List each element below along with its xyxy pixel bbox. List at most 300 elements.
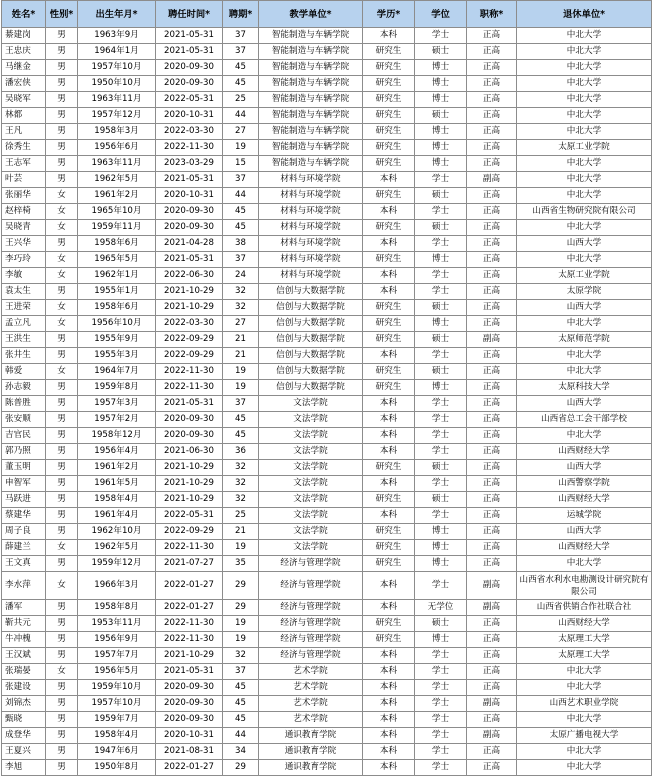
teaching-unit-cell: 信创与大数据学院 [259, 300, 363, 316]
gender-cell: 男 [46, 284, 78, 300]
birth-date-cell: 1959年11月 [78, 220, 156, 236]
gender-cell: 女 [46, 252, 78, 268]
education-cell: 研究生 [363, 332, 415, 348]
teaching-unit-cell: 智能制造与车辆学院 [259, 44, 363, 60]
birth-date-cell: 1962年5月 [78, 540, 156, 556]
birth-date-cell: 1957年12月 [78, 108, 156, 124]
table-row [2, 268, 652, 284]
name-cell: 孟立凡 [2, 316, 46, 332]
name-cell: 王洪生 [2, 332, 46, 348]
table-row [2, 236, 652, 252]
title-cell: 正高 [467, 140, 517, 156]
degree-cell: 学士 [415, 236, 467, 252]
degree-cell: 学士 [415, 572, 467, 600]
term-cell: 45 [223, 412, 259, 428]
degree-cell: 硕士 [415, 492, 467, 508]
name-cell: 林都 [2, 108, 46, 124]
term-cell: 29 [223, 600, 259, 616]
gender-cell: 男 [46, 508, 78, 524]
name-cell: 吉官民 [2, 428, 46, 444]
title-cell: 正高 [467, 556, 517, 572]
name-cell: 马跃进 [2, 492, 46, 508]
education-cell: 研究生 [363, 616, 415, 632]
teaching-unit-cell: 智能制造与车辆学院 [259, 28, 363, 44]
retired-from-cell: 山西省生物研究院有限公司 [517, 204, 652, 220]
gender-cell: 女 [46, 364, 78, 380]
birth-date-cell: 1958年8月 [78, 600, 156, 616]
education-cell: 本科 [363, 476, 415, 492]
title-cell: 副高 [467, 332, 517, 348]
birth-date-cell: 1962年1月 [78, 268, 156, 284]
table-body [2, 28, 652, 776]
education-cell: 本科 [363, 204, 415, 220]
term-cell: 19 [223, 540, 259, 556]
name-cell: 李巧玲 [2, 252, 46, 268]
education-cell: 本科 [363, 728, 415, 744]
term-cell: 27 [223, 316, 259, 332]
name-cell: 王文真 [2, 556, 46, 572]
name-cell: 李敏 [2, 268, 46, 284]
appointment-date-cell: 2020-10-31 [156, 188, 223, 204]
term-cell: 21 [223, 332, 259, 348]
title-cell: 正高 [467, 44, 517, 60]
title-cell: 正高 [467, 108, 517, 124]
gender-cell: 男 [46, 380, 78, 396]
birth-date-cell: 1962年10月 [78, 524, 156, 540]
gender-cell: 男 [46, 92, 78, 108]
degree-cell: 学士 [415, 284, 467, 300]
teaching-unit-cell: 材料与环境学院 [259, 188, 363, 204]
term-cell: 29 [223, 760, 259, 776]
title-cell: 正高 [467, 220, 517, 236]
teaching-unit-cell: 智能制造与车辆学院 [259, 156, 363, 172]
degree-cell: 博士 [415, 124, 467, 140]
gender-cell: 男 [46, 76, 78, 92]
appointment-date-cell: 2021-10-29 [156, 476, 223, 492]
birth-date-cell: 1950年8月 [78, 760, 156, 776]
title-cell: 正高 [467, 712, 517, 728]
education-cell: 研究生 [363, 156, 415, 172]
title-cell: 正高 [467, 508, 517, 524]
table-row [2, 332, 652, 348]
gender-cell: 女 [46, 540, 78, 556]
gender-cell: 女 [46, 300, 78, 316]
term-cell: 37 [223, 44, 259, 60]
retired-from-cell: 中北大学 [517, 364, 652, 380]
term-cell: 15 [223, 156, 259, 172]
birth-date-cell: 1959年8月 [78, 380, 156, 396]
education-cell: 本科 [363, 712, 415, 728]
gender-cell: 男 [46, 492, 78, 508]
degree-cell: 学士 [415, 696, 467, 712]
birth-date-cell: 1959年7月 [78, 712, 156, 728]
education-cell: 本科 [363, 664, 415, 680]
appointment-date-cell: 2020-09-30 [156, 412, 223, 428]
title-cell: 正高 [467, 444, 517, 460]
term-cell: 44 [223, 188, 259, 204]
teaching-unit-cell: 文法学院 [259, 508, 363, 524]
table-row [2, 28, 652, 44]
teaching-unit-cell: 文法学院 [259, 540, 363, 556]
name-cell: 吴晓青 [2, 220, 46, 236]
title-cell: 正高 [467, 284, 517, 300]
teaching-unit-cell: 艺术学院 [259, 712, 363, 728]
appointment-date-cell: 2021-05-31 [156, 44, 223, 60]
birth-date-cell: 1961年4月 [78, 508, 156, 524]
name-cell: 薛建兰 [2, 540, 46, 556]
retired-from-cell: 运城学院 [517, 508, 652, 524]
birth-date-cell: 1953年11月 [78, 616, 156, 632]
table-row [2, 680, 652, 696]
term-cell: 19 [223, 380, 259, 396]
birth-date-cell: 1958年4月 [78, 728, 156, 744]
retired-from-cell: 中北大学 [517, 712, 652, 728]
title-header: 职称* [467, 1, 517, 28]
education-cell: 本科 [363, 236, 415, 252]
appointment-date-cell: 2021-10-29 [156, 300, 223, 316]
table-row [2, 220, 652, 236]
teaching-unit-cell: 文法学院 [259, 396, 363, 412]
gender-cell: 男 [46, 348, 78, 364]
appointment-date-cell: 2022-03-30 [156, 316, 223, 332]
gender-cell: 男 [46, 140, 78, 156]
appointment-date-cell: 2022-11-30 [156, 380, 223, 396]
term-cell: 32 [223, 492, 259, 508]
table-row [2, 556, 652, 572]
retired-from-cell: 山西大学 [517, 524, 652, 540]
teaching-unit-cell: 通识教育学院 [259, 744, 363, 760]
table-row [2, 380, 652, 396]
gender-cell: 男 [46, 332, 78, 348]
education-cell: 研究生 [363, 220, 415, 236]
degree-cell: 学士 [415, 428, 467, 444]
education-cell: 研究生 [363, 364, 415, 380]
appointment-date-header: 聘任时间* [156, 1, 223, 28]
birth-date-cell: 1965年5月 [78, 252, 156, 268]
degree-cell: 博士 [415, 252, 467, 268]
appointment-date-cell: 2020-10-31 [156, 728, 223, 744]
name-cell: 綦建岗 [2, 28, 46, 44]
teaching-unit-cell: 信创与大数据学院 [259, 380, 363, 396]
retired-from-cell: 山西大学 [517, 396, 652, 412]
name-cell: 郭乃照 [2, 444, 46, 460]
gender-cell: 男 [46, 600, 78, 616]
term-cell: 38 [223, 236, 259, 252]
degree-cell: 硕士 [415, 300, 467, 316]
table-row [2, 476, 652, 492]
teaching-unit-cell: 信创与大数据学院 [259, 284, 363, 300]
table-row [2, 600, 652, 616]
education-cell: 研究生 [363, 108, 415, 124]
name-cell: 张瑞晏 [2, 664, 46, 680]
teaching-unit-cell: 智能制造与车辆学院 [259, 108, 363, 124]
name-cell: 孙志毅 [2, 380, 46, 396]
title-cell: 正高 [467, 364, 517, 380]
appointment-date-cell: 2022-05-31 [156, 92, 223, 108]
degree-cell: 学士 [415, 648, 467, 664]
title-cell: 正高 [467, 188, 517, 204]
education-cell: 研究生 [363, 556, 415, 572]
retired-from-cell: 中北大学 [517, 348, 652, 364]
education-cell: 研究生 [363, 140, 415, 156]
table-row [2, 508, 652, 524]
degree-cell: 学士 [415, 476, 467, 492]
education-cell: 研究生 [363, 44, 415, 60]
teaching-unit-cell: 通识教育学院 [259, 760, 363, 776]
gender-cell: 男 [46, 108, 78, 124]
birth-date-header: 出生年月* [78, 1, 156, 28]
education-cell: 本科 [363, 284, 415, 300]
gender-cell: 女 [46, 316, 78, 332]
table-row [2, 156, 652, 172]
term-cell: 29 [223, 572, 259, 600]
retired-from-cell: 山西省总工会干部学校 [517, 412, 652, 428]
appointment-date-cell: 2021-10-29 [156, 284, 223, 300]
teaching-unit-cell: 经济与管理学院 [259, 632, 363, 648]
degree-cell: 博士 [415, 556, 467, 572]
gender-cell: 男 [46, 712, 78, 728]
name-cell: 张安顺 [2, 412, 46, 428]
table-row [2, 492, 652, 508]
name-cell: 韩爱 [2, 364, 46, 380]
education-cell: 本科 [363, 428, 415, 444]
education-cell: 研究生 [363, 188, 415, 204]
teaching-unit-cell: 信创与大数据学院 [259, 332, 363, 348]
education-cell: 研究生 [363, 60, 415, 76]
teaching-unit-cell: 材料与环境学院 [259, 268, 363, 284]
name-cell: 吴晓军 [2, 92, 46, 108]
teaching-unit-cell: 文法学院 [259, 444, 363, 460]
education-cell: 本科 [363, 396, 415, 412]
birth-date-cell: 1958年6月 [78, 300, 156, 316]
gender-cell: 女 [46, 188, 78, 204]
education-header: 学历* [363, 1, 415, 28]
teaching-unit-cell: 文法学院 [259, 428, 363, 444]
title-cell: 正高 [467, 460, 517, 476]
birth-date-cell: 1958年4月 [78, 492, 156, 508]
name-cell: 王志军 [2, 156, 46, 172]
teaching-unit-cell: 信创与大数据学院 [259, 348, 363, 364]
name-cell: 马继金 [2, 60, 46, 76]
retired-from-cell: 中北大学 [517, 172, 652, 188]
teaching-unit-cell: 材料与环境学院 [259, 172, 363, 188]
title-cell: 正高 [467, 124, 517, 140]
term-cell: 37 [223, 172, 259, 188]
degree-cell: 学士 [415, 348, 467, 364]
title-cell: 正高 [467, 540, 517, 556]
retired-from-cell: 太原广播电视大学 [517, 728, 652, 744]
retired-from-cell: 中北大学 [517, 156, 652, 172]
name-cell: 赵梓椅 [2, 204, 46, 220]
birth-date-cell: 1957年10月 [78, 60, 156, 76]
table-row [2, 44, 652, 60]
gender-cell: 男 [46, 728, 78, 744]
table-row [2, 140, 652, 156]
table-row [2, 60, 652, 76]
retired-from-cell: 中北大学 [517, 92, 652, 108]
appointment-date-cell: 2020-09-30 [156, 204, 223, 220]
title-cell: 正高 [467, 664, 517, 680]
teaching-unit-cell: 智能制造与车辆学院 [259, 76, 363, 92]
birth-date-cell: 1961年2月 [78, 460, 156, 476]
birth-date-cell: 1964年7月 [78, 364, 156, 380]
title-cell: 正高 [467, 60, 517, 76]
education-cell: 研究生 [363, 124, 415, 140]
appointment-date-cell: 2021-07-27 [156, 556, 223, 572]
appointment-date-cell: 2021-10-29 [156, 492, 223, 508]
name-cell: 董玉明 [2, 460, 46, 476]
gender-cell: 男 [46, 444, 78, 460]
table-row [2, 300, 652, 316]
gender-cell: 女 [46, 220, 78, 236]
table-row [2, 252, 652, 268]
appointment-date-cell: 2021-10-29 [156, 460, 223, 476]
degree-cell: 学士 [415, 664, 467, 680]
degree-cell: 学士 [415, 204, 467, 220]
appointment-date-cell: 2022-05-31 [156, 508, 223, 524]
term-cell: 45 [223, 60, 259, 76]
degree-cell: 博士 [415, 140, 467, 156]
birth-date-cell: 1956年5月 [78, 664, 156, 680]
appointment-date-cell: 2021-06-30 [156, 444, 223, 460]
education-cell: 研究生 [363, 76, 415, 92]
term-cell: 35 [223, 556, 259, 572]
birth-date-cell: 1964年1月 [78, 44, 156, 60]
appointment-date-cell: 2022-11-30 [156, 364, 223, 380]
table-row [2, 108, 652, 124]
gender-cell: 男 [46, 124, 78, 140]
birth-date-cell: 1957年10月 [78, 696, 156, 712]
appointment-date-cell: 2022-11-30 [156, 616, 223, 632]
degree-cell: 学士 [415, 712, 467, 728]
appointment-date-cell: 2022-09-29 [156, 348, 223, 364]
appointment-date-cell: 2021-05-31 [156, 172, 223, 188]
education-cell: 本科 [363, 508, 415, 524]
term-cell: 27 [223, 124, 259, 140]
birth-date-cell: 1959年10月 [78, 680, 156, 696]
table-row [2, 348, 652, 364]
birth-date-cell: 1958年6月 [78, 236, 156, 252]
birth-date-cell: 1957年7月 [78, 648, 156, 664]
appointment-date-cell: 2021-10-29 [156, 648, 223, 664]
retired-from-cell: 中北大学 [517, 76, 652, 92]
degree-cell: 博士 [415, 60, 467, 76]
header-row [2, 1, 652, 28]
table-row [2, 744, 652, 760]
degree-cell: 博士 [415, 540, 467, 556]
gender-cell: 男 [46, 760, 78, 776]
table-row [2, 188, 652, 204]
name-cell: 成登华 [2, 728, 46, 744]
birth-date-cell: 1965年10月 [78, 204, 156, 220]
degree-cell: 无学位 [415, 600, 467, 616]
name-cell: 叶芸 [2, 172, 46, 188]
degree-header: 学位 [415, 1, 467, 28]
degree-cell: 硕士 [415, 44, 467, 60]
title-cell: 正高 [467, 760, 517, 776]
teaching-unit-cell: 经济与管理学院 [259, 556, 363, 572]
title-cell: 正高 [467, 680, 517, 696]
term-cell: 32 [223, 460, 259, 476]
gender-cell: 男 [46, 616, 78, 632]
education-cell: 研究生 [363, 380, 415, 396]
title-cell: 正高 [467, 348, 517, 364]
appointment-date-cell: 2022-01-27 [156, 600, 223, 616]
table-row [2, 664, 652, 680]
table-row [2, 172, 652, 188]
name-cell: 徐秀生 [2, 140, 46, 156]
title-cell: 正高 [467, 92, 517, 108]
appointment-date-cell: 2021-05-31 [156, 664, 223, 680]
name-cell: 王汉斌 [2, 648, 46, 664]
appointment-date-cell: 2020-09-30 [156, 712, 223, 728]
gender-cell: 男 [46, 632, 78, 648]
title-cell: 正高 [467, 632, 517, 648]
appointment-date-cell: 2022-01-27 [156, 760, 223, 776]
gender-cell: 女 [46, 572, 78, 600]
name-cell: 王凡 [2, 124, 46, 140]
birth-date-cell: 1962年5月 [78, 172, 156, 188]
birth-date-cell: 1956年9月 [78, 632, 156, 648]
retired-from-cell: 中北大学 [517, 124, 652, 140]
table-row [2, 760, 652, 776]
retired-from-cell: 中北大学 [517, 664, 652, 680]
gender-cell: 男 [46, 744, 78, 760]
teaching-unit-cell: 经济与管理学院 [259, 600, 363, 616]
education-cell: 本科 [363, 760, 415, 776]
degree-cell: 学士 [415, 412, 467, 428]
title-cell: 副高 [467, 696, 517, 712]
teaching-unit-cell: 经济与管理学院 [259, 572, 363, 600]
gender-cell: 男 [46, 460, 78, 476]
degree-cell: 博士 [415, 92, 467, 108]
teaching-unit-cell: 智能制造与车辆学院 [259, 140, 363, 156]
birth-date-cell: 1955年3月 [78, 348, 156, 364]
appointment-date-cell: 2021-04-28 [156, 236, 223, 252]
table-row [2, 204, 652, 220]
name-cell: 潘宏侠 [2, 76, 46, 92]
birth-date-cell: 1957年3月 [78, 396, 156, 412]
gender-cell: 女 [46, 204, 78, 220]
birth-date-cell: 1963年11月 [78, 156, 156, 172]
title-cell: 正高 [467, 268, 517, 284]
education-cell: 研究生 [363, 92, 415, 108]
teaching-unit-cell: 信创与大数据学院 [259, 364, 363, 380]
retired-from-cell: 中北大学 [517, 60, 652, 76]
education-cell: 研究生 [363, 540, 415, 556]
name-cell: 王夏兴 [2, 744, 46, 760]
gender-cell: 男 [46, 428, 78, 444]
appointment-date-cell: 2020-09-30 [156, 680, 223, 696]
teaching-unit-cell: 经济与管理学院 [259, 648, 363, 664]
retired-from-cell: 山西大学 [517, 236, 652, 252]
name-cell: 王兴华 [2, 236, 46, 252]
education-cell: 研究生 [363, 316, 415, 332]
title-cell: 正高 [467, 648, 517, 664]
term-cell: 37 [223, 664, 259, 680]
birth-date-cell: 1963年9月 [78, 28, 156, 44]
table-row [2, 412, 652, 428]
title-cell: 正高 [467, 524, 517, 540]
appointment-date-cell: 2022-09-29 [156, 332, 223, 348]
birth-date-cell: 1966年3月 [78, 572, 156, 600]
table-row [2, 648, 652, 664]
table-row [2, 524, 652, 540]
name-cell: 张建设 [2, 680, 46, 696]
teaching-unit-cell: 材料与环境学院 [259, 220, 363, 236]
degree-cell: 学士 [415, 268, 467, 284]
education-cell: 本科 [363, 744, 415, 760]
